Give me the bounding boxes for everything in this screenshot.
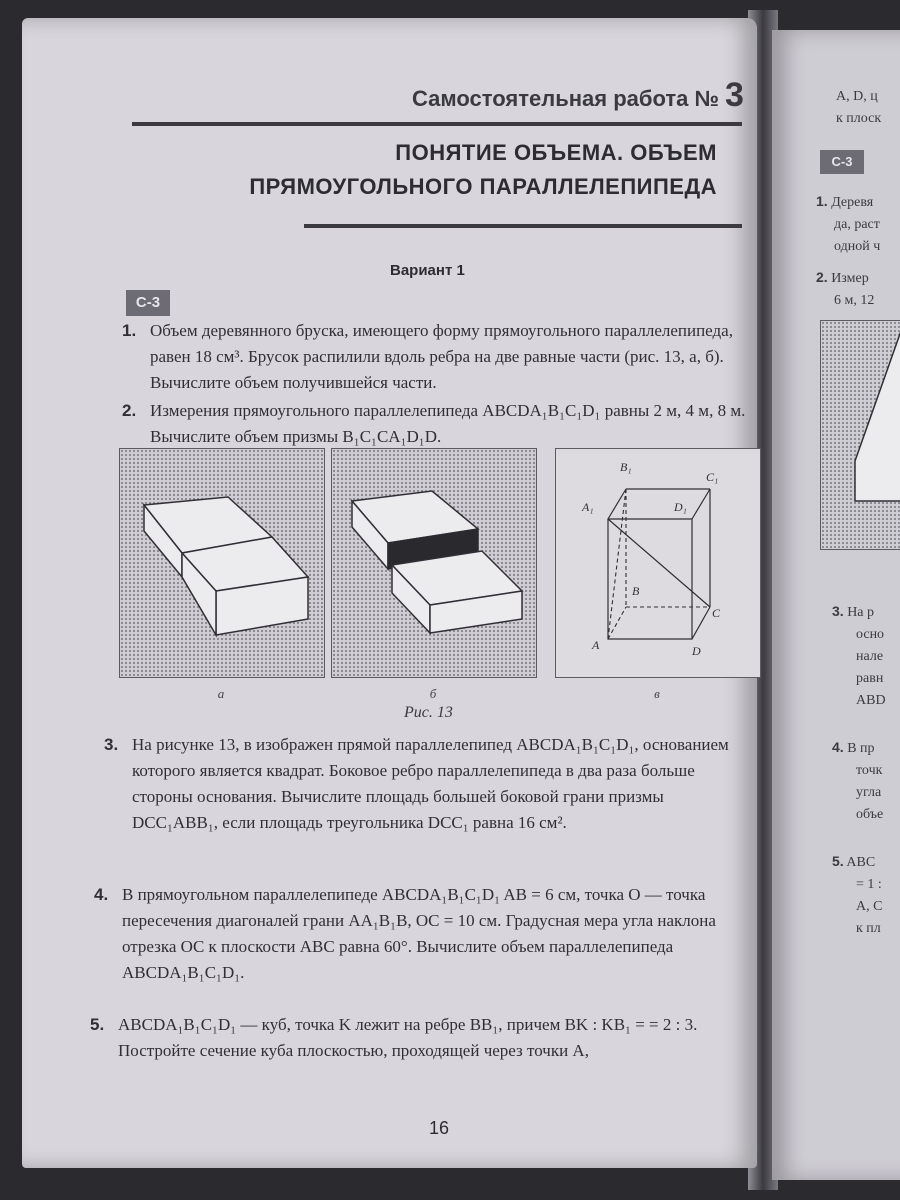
right-task-2 [816, 266, 874, 312]
title-line-2: ПРЯМОУГОЛЬНОГО ПАРАЛЛЕЛЕПИПЕДА [249, 174, 717, 199]
task-3 [104, 732, 747, 836]
task-text: точк [856, 763, 883, 778]
right-figure [820, 320, 900, 550]
section-badge: С-3 [126, 290, 170, 316]
task-number: 4. [94, 885, 109, 904]
task-number: 2. [122, 401, 137, 420]
task-text: = 1 : [856, 877, 882, 892]
task-text: равн [856, 671, 884, 686]
task-number: 2. [816, 269, 828, 285]
page-number: 16 [429, 1118, 450, 1138]
right-task-3 [832, 600, 886, 712]
task-number: 1. [816, 193, 828, 209]
figure-b-label: б [429, 686, 437, 701]
task-text: объе [856, 807, 884, 822]
right-top-text [836, 86, 881, 130]
point-label-c1: C₁ [706, 470, 719, 484]
task-text: Измер [831, 271, 869, 286]
title-rule [304, 224, 742, 228]
right-page [772, 30, 900, 1180]
figure-c-label: в [654, 686, 660, 701]
figure-b [331, 448, 537, 678]
task-text: 6 м, 12 [834, 293, 875, 308]
task-1 [122, 318, 750, 396]
task-number: 3. [832, 603, 844, 619]
task-number: 1. [122, 321, 137, 340]
task-text: да, раст [834, 217, 880, 232]
point-label-a: A [592, 638, 600, 652]
task-text: Измерения прямоугольного параллелепипеда ABCDA₁B₁C₁D₁ равны 2 м, 4 м, 8 м. Вычислите объем призмы B₁C₁CA₁D₁D. [150, 401, 746, 446]
task-5 [90, 1012, 748, 1064]
point-label-d1: D₁ [674, 500, 687, 514]
header-rule [132, 122, 742, 126]
task-text: к пл [856, 921, 881, 936]
figure-a [119, 448, 325, 678]
title-line-1: ПОНЯТИЕ ОБЪЕМА. ОБЪЕМ [395, 140, 717, 165]
task-2 [122, 398, 750, 450]
point-label-c: C [712, 606, 721, 620]
figure-c [555, 448, 761, 678]
task-text: На р [847, 605, 875, 620]
task-4 [94, 882, 747, 986]
task-number: 5. [832, 853, 844, 869]
task-text: угла [856, 785, 882, 800]
variant-heading: Вариант 1 [390, 262, 465, 279]
figure-caption: Рис. 13 [404, 704, 453, 721]
right-task-1 [816, 190, 880, 258]
right-top-line-1: A, D, ц [836, 89, 878, 104]
task-text: ABC [846, 855, 876, 870]
task-number: 5. [90, 1015, 105, 1034]
task-text: A, C [856, 899, 883, 914]
point-label-b1: B₁ [620, 460, 632, 474]
task-text: нале [856, 649, 884, 664]
left-page [22, 18, 757, 1168]
series-header [412, 76, 744, 115]
point-label-d: D [692, 644, 701, 658]
right-section-badge: С-3 [820, 150, 864, 174]
right-top-line-2: к плоск [836, 111, 882, 126]
task-text: одной ч [834, 239, 881, 254]
task-number: 4. [832, 739, 844, 755]
series-label: Самостоятельная работа № [412, 86, 720, 111]
right-task-5 [832, 850, 882, 940]
topic-title [249, 136, 717, 204]
task-text: На рисунке 13, в изображен прямой параллелепипед ABCDA₁B₁C₁D₁, основанием которого является квадрат. Боковое ребро параллелепипеда в два раза больше стороны основания. Вычислите площадь большей боковой грани призмы DCC₁ABB₁, если площадь треугольника DCC₁ равна 16 см². [132, 735, 729, 832]
right-task-4 [832, 736, 883, 826]
series-number: 3 [725, 76, 744, 114]
task-text: ABCDA₁B₁C₁D₁ — куб, точка K лежит на ребре BB₁, причем BK : KB₁ = = 2 : 3. Постройте сечение куба плоскостью, проходящей через точки A, [118, 1015, 698, 1060]
task-text: В пр [847, 741, 875, 756]
task-text: В прямоугольном параллелепипеде ABCDA₁B₁C₁D₁ AB = 6 см, точка O — точка пересечения диагоналей грани AA₁B₁B, OC = 10 см. Градусная мера угла наклона отрезка OC к плоскости ABC равна 60°. Вычислите объем параллелепипеда ABCDA₁B₁C₁D₁. [122, 885, 716, 982]
figure-a-label: а [217, 686, 225, 701]
point-label-a1: A₁ [582, 500, 594, 514]
task-text: Деревя [831, 195, 874, 210]
task-text: Объем деревянного бруска, имеющего форму прямоугольного параллелепипеда, равен 18 см³. Брусок распилили вдоль ребра на две равные части (рис. 13, а, б). Вычислите объем получившейся части. [150, 321, 733, 392]
task-text: ABD [856, 693, 886, 708]
task-text: осно [856, 627, 885, 642]
point-label-b: B [632, 584, 640, 598]
task-number: 3. [104, 735, 119, 754]
